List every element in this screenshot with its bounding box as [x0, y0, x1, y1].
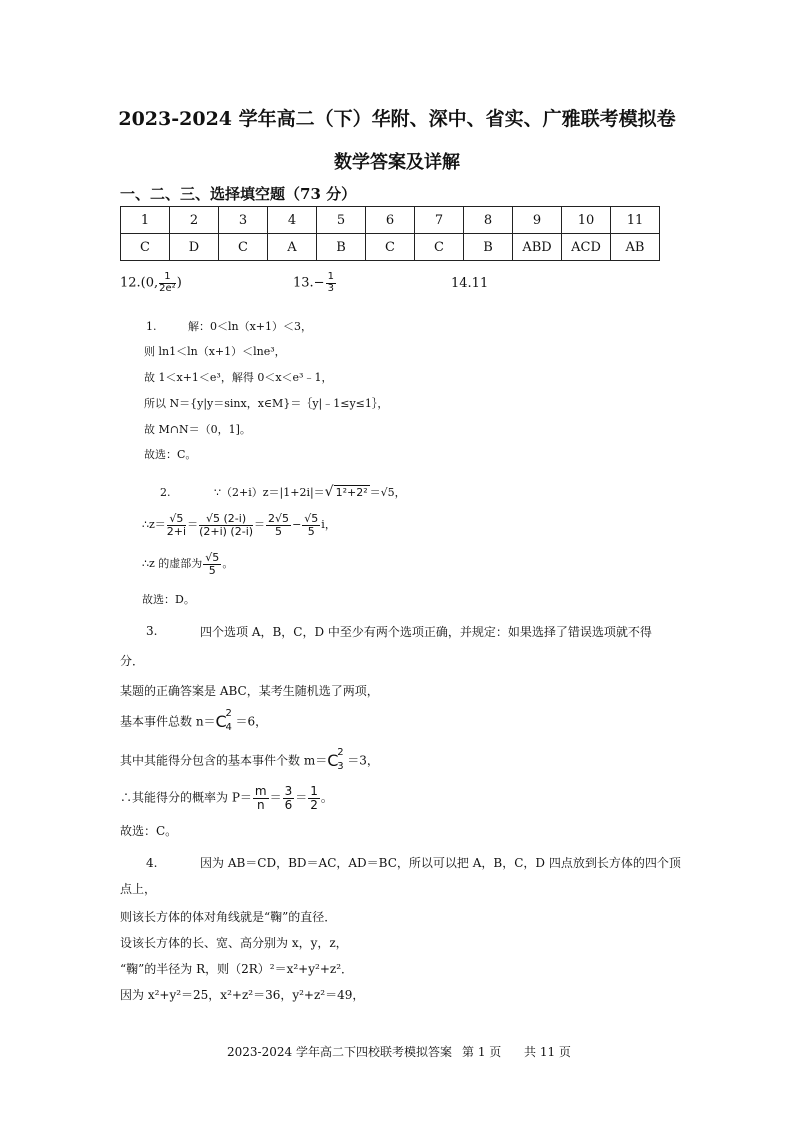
q2-text: ∴z 的虚部为	[142, 557, 203, 571]
sqrt-icon: √	[324, 484, 334, 500]
q3-text: 其中其能得分包含的基本事件个数 m＝	[120, 753, 328, 768]
q12-denominator: 2e²	[159, 282, 176, 294]
q3-line: 四个选项 A，B，C，D 中至少有两个选项正确，并规定：如果选择了错误选项就不得	[200, 625, 652, 639]
q3-text: 基本事件总数 n＝	[120, 714, 216, 729]
answer-table	[120, 206, 660, 261]
table-cell: C	[121, 234, 170, 261]
fraction-denominator: 5	[208, 563, 216, 577]
table-cell: 3	[219, 207, 268, 234]
q2-line-2: ∴z＝ $\frac{√5}{2+i}$ ＝ $\frac{√5 (2-i)}{(2+i) (2-i)}$ ＝ $\frac{2√5}{5}$ − $\frac{√5}{5}$ i，	[142, 512, 336, 538]
q1-line: 则 ln1＜ln（x+1）＜lne³，	[144, 345, 286, 358]
fraction-numerator: 3	[284, 784, 293, 798]
q2-text: ＝√5，	[369, 486, 406, 499]
footer-total-pages: 共 11 页	[524, 1045, 571, 1059]
fraction-denominator: 2+i	[166, 524, 187, 538]
q2-radicand: 1²+2²	[335, 486, 368, 499]
q4-line: 因为 x²+y²＝25，x²+z²＝36，y²+z²＝49，	[120, 988, 365, 1002]
fraction	[203, 552, 221, 576]
fraction-denominator: 5	[275, 524, 283, 538]
table-cell: 8	[464, 207, 513, 234]
q2-line-3	[142, 552, 233, 576]
q3-line: 分．	[120, 654, 145, 668]
table-cell: D	[170, 234, 219, 261]
table-cell: 1	[121, 207, 170, 234]
fraction-numerator: √5	[167, 513, 186, 526]
q3-text: ∴其能得分的概率为 P＝	[120, 790, 252, 805]
fraction	[167, 513, 186, 537]
footer-page-number: 第 1 页	[462, 1045, 502, 1059]
q2-line-4: 故选：D。	[142, 593, 195, 606]
answer-q14: 14.11	[451, 276, 489, 291]
q12-prefix: 12.(0,	[120, 275, 159, 291]
q4-line: 设该长方体的长、宽、高分别为 x，y，z，	[120, 936, 348, 950]
page-title: 2023-2024 学年高二（下）华附、深中、省实、广雅联考模拟卷	[118, 108, 676, 130]
table-cell: C	[219, 234, 268, 261]
q1-line: 故 1＜x+1＜e³，解得 0＜x＜e³﹣1，	[144, 371, 333, 384]
q1-line: 解：0＜ln（x+1）＜3，	[188, 320, 313, 333]
q3-line-combination	[120, 747, 379, 772]
fraction-numerator: 1	[310, 784, 318, 798]
fraction-numerator: 2√5	[268, 512, 290, 525]
table-cell: 4	[268, 207, 317, 234]
table-cell: ABD	[513, 234, 562, 261]
q12-numerator: 1	[159, 272, 176, 284]
page-subtitle: 数学答案及详解	[334, 152, 460, 173]
table-cell: 7	[415, 207, 464, 234]
q4-line: 点上，	[120, 882, 157, 896]
combination-symbol: C 2 4	[215, 708, 232, 733]
q12-suffix: )	[176, 275, 182, 291]
table-cell: ACD	[562, 234, 611, 261]
table-cell: 9	[513, 207, 562, 234]
footer-title: 2023-2024 学年高二下四校联考模拟答案	[227, 1045, 452, 1059]
q3-text: ＝3，	[347, 753, 379, 768]
q3-line-combination	[120, 708, 268, 733]
q13-numerator: 1	[327, 271, 334, 282]
fraction-denominator: 5	[307, 524, 315, 538]
answer-q13	[293, 272, 337, 294]
table-cell: 11	[611, 207, 660, 234]
answer-q12	[120, 272, 182, 294]
fraction	[308, 785, 320, 811]
q1-line: 故选：C。	[144, 448, 197, 461]
table-cell: B	[317, 234, 366, 261]
table-cell: B	[464, 234, 513, 261]
q2-number: 2.	[160, 486, 171, 499]
q3-text: 。	[320, 790, 333, 805]
fraction	[253, 785, 269, 811]
q12-fraction	[159, 272, 176, 294]
combination-symbol: C 2 3	[327, 747, 344, 772]
fraction-denominator: 2	[310, 797, 318, 812]
fraction-numerator: √5 (2-i)	[199, 513, 253, 526]
q2-text: ∴z＝	[142, 518, 166, 532]
section-heading: 一、二、三、选择填空题（73 分）	[120, 185, 357, 203]
q4-number: 4.	[146, 856, 158, 870]
q13-denominator: 3	[327, 282, 334, 294]
table-cell: A	[268, 234, 317, 261]
table-row-answers	[121, 234, 660, 261]
q2-text: 。	[222, 557, 234, 571]
q2-text: i，	[321, 518, 336, 532]
q13-fraction	[326, 272, 336, 294]
table-cell: 6	[366, 207, 415, 234]
q3-line: 某题的正确答案是 ABC，某考生随机选了两项，	[120, 684, 379, 698]
table-cell: C	[415, 234, 464, 261]
fraction-numerator: √5	[205, 551, 220, 564]
fraction	[283, 785, 295, 811]
q4-line: “鞠”的半径为 R，则（2R）²＝x²+y²+z²．	[120, 962, 354, 976]
q3-line-probability: ∴其能得分的概率为 P＝ $\frac{m}{n}$ ＝ $\frac{3}{6}$ ＝ $\frac{1}{2}$ 。	[120, 784, 333, 812]
fraction-denominator: (2+i) (2-i)	[199, 524, 254, 538]
q13-prefix: 13.−	[293, 275, 325, 291]
fraction-denominator: 6	[284, 797, 293, 812]
q3-text: ＝6，	[235, 714, 268, 729]
table-cell: 2	[170, 207, 219, 234]
fraction	[302, 513, 320, 537]
q4-line: 因为 AB＝CD，BD＝AC，AD＝BC，所以可以把 A，B，C，D 四点放到长方体的四个顶	[200, 856, 681, 870]
q2-text: −	[292, 518, 302, 532]
q2-text: ∵（2+i）z＝|1+2i|＝	[214, 486, 325, 499]
fraction-numerator: m	[254, 784, 267, 798]
table-cell: 10	[562, 207, 611, 234]
q2-line-1	[214, 484, 406, 500]
table-cell: C	[366, 234, 415, 261]
table-cell: 5	[317, 207, 366, 234]
fraction	[266, 513, 291, 537]
table-cell: AB	[611, 234, 660, 261]
fraction-numerator: √5	[304, 512, 319, 525]
q3-number: 3.	[146, 624, 158, 638]
table-row-numbers	[121, 207, 660, 234]
q1-line: 故 M∩N＝（0，1]。	[144, 423, 251, 436]
q3-line: 故选：C。	[120, 824, 178, 838]
q1-line: 所以 N＝{y|y＝sinx，x∈M}＝｛y|﹣1≤y≤1｝，	[144, 397, 389, 410]
fraction-denominator: n	[256, 797, 265, 812]
q4-line: 则该长方体的体对角线就是“鞠”的直径．	[120, 910, 337, 924]
q1-number: 1.	[146, 320, 157, 333]
fraction	[199, 513, 253, 537]
